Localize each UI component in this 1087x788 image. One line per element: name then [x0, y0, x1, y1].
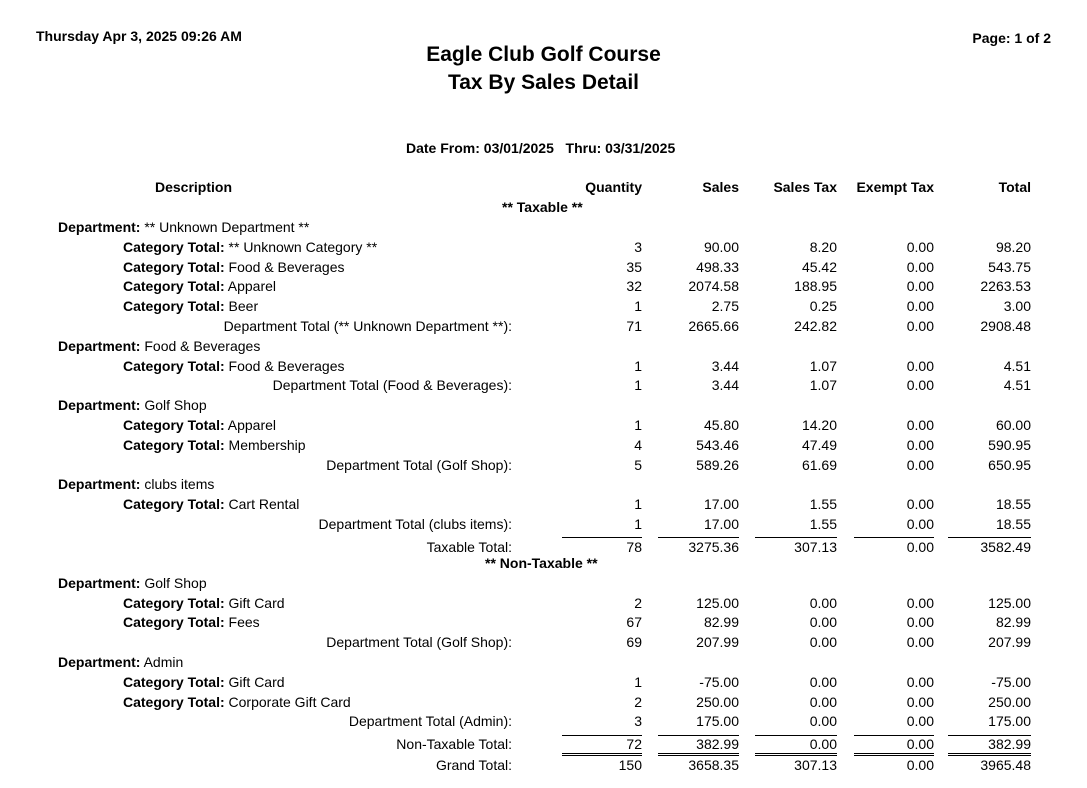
- taxable-total-label: Taxable Total:: [426, 538, 512, 555]
- category-tax: 8.20: [809, 238, 837, 255]
- category-sales: 498.33: [696, 258, 739, 275]
- category-total-label: Category Total:: [123, 614, 225, 631]
- category-qty: 2: [634, 594, 642, 611]
- department-total-exempt: 0.00: [906, 634, 934, 651]
- category-qty: 1: [634, 298, 642, 315]
- department-label: Department:: [58, 654, 141, 670]
- category-total-label: Category Total:: [123, 594, 225, 611]
- category-total-label: Category Total:: [123, 298, 225, 315]
- category-row: [123, 595, 285, 611]
- non-taxable-total-exempt: 0.00: [906, 736, 934, 753]
- category-tax: 0.25: [809, 298, 837, 315]
- department-name: Golf Shop: [140, 397, 207, 414]
- category-tax: 0.00: [809, 693, 837, 710]
- category-row: [123, 694, 351, 710]
- category-sales: 3.44: [711, 357, 739, 374]
- category-total-label: Category Total:: [123, 357, 225, 374]
- department-total-tax: 242.82: [794, 318, 837, 334]
- category-name: Gift Card: [224, 594, 285, 611]
- grand-total-label: Grand Total:: [435, 757, 512, 773]
- category-sales: -75.00: [699, 673, 739, 690]
- total-rule: [854, 753, 934, 756]
- category-qty: 1: [634, 357, 642, 374]
- category-total-label: Category Total:: [123, 417, 225, 433]
- department-name: Golf Shop: [140, 574, 207, 591]
- category-exempt: 0.00: [906, 614, 934, 631]
- category-sales: 82.99: [703, 614, 739, 631]
- category-qty: 35: [626, 258, 642, 275]
- category-qty: 1: [634, 417, 642, 433]
- department-row: [58, 397, 207, 413]
- category-tax: 188.95: [794, 278, 837, 295]
- category-name: Cart Rental: [224, 496, 300, 513]
- column-header-description: Description: [155, 179, 233, 195]
- category-qty: 2: [634, 693, 642, 710]
- department-total-exempt: 0.00: [906, 377, 934, 394]
- department-label: Department:: [58, 476, 141, 493]
- category-tax: 0.00: [809, 673, 837, 690]
- category-total: 18.55: [995, 496, 1031, 513]
- category-sales: 125.00: [696, 594, 739, 611]
- category-row: [123, 239, 377, 255]
- category-row: [123, 298, 258, 314]
- category-tax: 14.20: [801, 417, 837, 433]
- category-qty: 1: [634, 496, 642, 513]
- non-taxable-section-label: ** Non-Taxable **: [485, 554, 598, 571]
- department-total-total: 207.99: [988, 634, 1031, 651]
- department-total-qty: 5: [634, 456, 642, 473]
- non-taxable-total-tax: 0.00: [809, 736, 837, 753]
- non-taxable-total-qty: 72: [626, 736, 642, 753]
- department-name: Admin: [140, 654, 184, 670]
- department-total-qty: 71: [626, 318, 642, 334]
- department-row: [58, 338, 260, 354]
- department-total-sales: 207.99: [696, 634, 739, 651]
- category-total: 543.75: [988, 258, 1031, 275]
- total-rule: [562, 753, 642, 756]
- category-sales: 250.00: [696, 693, 739, 710]
- category-exempt: 0.00: [906, 436, 934, 453]
- category-sales: 2074.58: [688, 278, 739, 295]
- category-name: Apparel: [224, 278, 277, 295]
- department-name: ** Unknown Department **: [140, 219, 310, 235]
- department-name: clubs items: [140, 476, 215, 493]
- total-rule: [948, 753, 1031, 756]
- category-row: [123, 259, 345, 275]
- category-row: [123, 674, 285, 690]
- taxable-total-sales: 3275.36: [688, 538, 739, 555]
- total-rule: [658, 753, 739, 756]
- category-total: 590.95: [988, 436, 1031, 453]
- category-total-label: Category Total:: [123, 496, 225, 513]
- column-header-quantity: Quantity: [585, 179, 642, 195]
- department-total-qty: 1: [634, 377, 642, 394]
- department-total-label: Department Total (** Unknown Department **):: [223, 318, 512, 334]
- non-taxable-total-sales: 382.99: [696, 736, 739, 753]
- category-sales: 90.00: [703, 238, 739, 255]
- department-label: Department:: [58, 337, 141, 354]
- category-exempt: 0.00: [906, 417, 934, 433]
- category-qty: 4: [634, 436, 642, 453]
- department-total-total: 650.95: [988, 456, 1031, 473]
- grand-total-total: 3965.48: [980, 757, 1031, 773]
- column-header-sales: Sales: [702, 179, 739, 195]
- category-total: 2263.53: [980, 278, 1031, 295]
- category-tax: 45.42: [801, 258, 837, 275]
- category-total-label: Category Total:: [123, 258, 225, 275]
- department-total-exempt: 0.00: [906, 318, 934, 334]
- non-taxable-total-total: 382.99: [988, 736, 1031, 753]
- department-total-label: Department Total (Admin):: [348, 713, 512, 730]
- category-name: Fees: [224, 614, 260, 631]
- category-name: Food & Beverages: [224, 258, 345, 275]
- department-total-exempt: 0.00: [906, 516, 934, 532]
- category-total: 250.00: [988, 693, 1031, 710]
- category-exempt: 0.00: [906, 496, 934, 513]
- category-total: 98.20: [995, 238, 1031, 255]
- report-subtitle: Tax By Sales Detail: [447, 71, 640, 94]
- category-qty: 32: [626, 278, 642, 295]
- taxable-total-exempt: 0.00: [906, 538, 934, 555]
- category-exempt: 0.00: [906, 594, 934, 611]
- department-total-total: 4.51: [1003, 377, 1031, 394]
- category-total-label: Category Total:: [123, 693, 225, 710]
- category-tax: 1.55: [809, 496, 837, 513]
- department-total-label: Department Total (Food & Beverages):: [272, 377, 512, 394]
- grand-total-qty: 150: [618, 757, 642, 773]
- department-row: [58, 219, 309, 235]
- category-exempt: 0.00: [906, 258, 934, 275]
- category-sales: 45.80: [703, 417, 739, 433]
- category-qty: 3: [634, 238, 642, 255]
- category-total: 82.99: [995, 614, 1031, 631]
- grand-total-exempt: 0.00: [906, 757, 934, 773]
- category-name: Membership: [224, 436, 306, 453]
- department-name: Food & Beverages: [140, 337, 261, 354]
- category-name: Apparel: [224, 417, 277, 433]
- taxable-total-qty: 78: [626, 538, 642, 555]
- category-tax: 0.00: [809, 594, 837, 611]
- category-total-label: Category Total:: [123, 278, 225, 295]
- category-exempt: 0.00: [906, 673, 934, 690]
- category-total: 60.00: [995, 417, 1031, 433]
- category-name: Food & Beverages: [224, 357, 345, 374]
- department-label: Department:: [58, 219, 141, 235]
- department-total-total: 2908.48: [980, 318, 1031, 334]
- department-total-total: 18.55: [995, 516, 1031, 532]
- department-total-sales: 3.44: [711, 377, 739, 394]
- grand-total-sales: 3658.35: [688, 757, 739, 773]
- taxable-total-tax: 307.13: [794, 538, 837, 555]
- category-row: [123, 278, 276, 294]
- department-total-exempt: 0.00: [906, 713, 934, 730]
- total-rule: [755, 753, 837, 756]
- report-timestamp: Thursday Apr 3, 2025 09:26 AM: [36, 28, 242, 44]
- department-total-tax: 1.07: [809, 377, 837, 394]
- category-sales: 2.75: [711, 298, 739, 315]
- category-total-label: Category Total:: [123, 436, 225, 453]
- category-sales: 543.46: [696, 436, 739, 453]
- category-exempt: 0.00: [906, 357, 934, 374]
- department-total-qty: 1: [634, 516, 642, 532]
- category-row: [123, 614, 260, 630]
- category-total: 4.51: [1003, 357, 1031, 374]
- page-number: Page: 1 of 2: [972, 30, 1051, 46]
- taxable-section-label: ** Taxable **: [502, 199, 583, 215]
- department-total-label: Department Total (clubs items):: [318, 516, 512, 532]
- department-total-sales: 2665.66: [688, 318, 739, 334]
- department-total-tax: 0.00: [809, 713, 837, 730]
- column-header-sales-tax: Sales Tax: [773, 179, 837, 195]
- category-tax: 0.00: [809, 614, 837, 631]
- category-total: 125.00: [988, 594, 1031, 611]
- department-total-qty: 3: [634, 713, 642, 730]
- category-sales: 17.00: [703, 496, 739, 513]
- taxable-total-total: 3582.49: [980, 538, 1031, 555]
- category-name: ** Unknown Category **: [224, 238, 378, 255]
- category-name: Gift Card: [224, 673, 285, 690]
- department-total-qty: 69: [626, 634, 642, 651]
- category-total-label: Category Total:: [123, 238, 225, 255]
- department-total-sales: 17.00: [703, 516, 739, 532]
- column-header-exempt-tax: Exempt Tax: [856, 179, 934, 195]
- department-row: [58, 476, 214, 492]
- category-total: 3.00: [1003, 298, 1031, 315]
- department-total-total: 175.00: [988, 713, 1031, 730]
- category-total-label: Category Total:: [123, 673, 225, 690]
- department-label: Department:: [58, 397, 141, 414]
- department-total-tax: 61.69: [801, 456, 837, 473]
- department-row: [58, 654, 183, 670]
- category-row: [123, 417, 276, 433]
- category-qty: 1: [634, 673, 642, 690]
- date-range: Date From: 03/01/2025 Thru: 03/31/2025: [406, 140, 676, 156]
- category-name: Beer: [224, 298, 259, 315]
- report-title: Eagle Club Golf Course: [426, 43, 661, 66]
- category-exempt: 0.00: [906, 298, 934, 315]
- department-total-label: Department Total (Golf Shop):: [326, 456, 512, 473]
- department-total-sales: 589.26: [696, 456, 739, 473]
- department-row: [58, 575, 207, 591]
- category-exempt: 0.00: [906, 278, 934, 295]
- department-total-tax: 1.55: [809, 516, 837, 532]
- category-tax: 47.49: [801, 436, 837, 453]
- category-exempt: 0.00: [906, 693, 934, 710]
- category-qty: 67: [626, 614, 642, 631]
- department-label: Department:: [58, 574, 141, 591]
- department-total-sales: 175.00: [696, 713, 739, 730]
- category-tax: 1.07: [809, 357, 837, 374]
- category-row: [123, 358, 345, 374]
- category-exempt: 0.00: [906, 238, 934, 255]
- non-taxable-total-label: Non-Taxable Total:: [396, 736, 512, 753]
- category-row: [123, 437, 306, 453]
- department-total-exempt: 0.00: [906, 456, 934, 473]
- category-total: -75.00: [991, 673, 1031, 690]
- department-total-tax: 0.00: [809, 634, 837, 651]
- category-row: [123, 496, 299, 512]
- category-name: Corporate Gift Card: [224, 693, 351, 710]
- department-total-label: Department Total (Golf Shop):: [326, 634, 512, 651]
- grand-total-tax: 307.13: [794, 757, 837, 773]
- column-header-total: Total: [998, 179, 1031, 195]
